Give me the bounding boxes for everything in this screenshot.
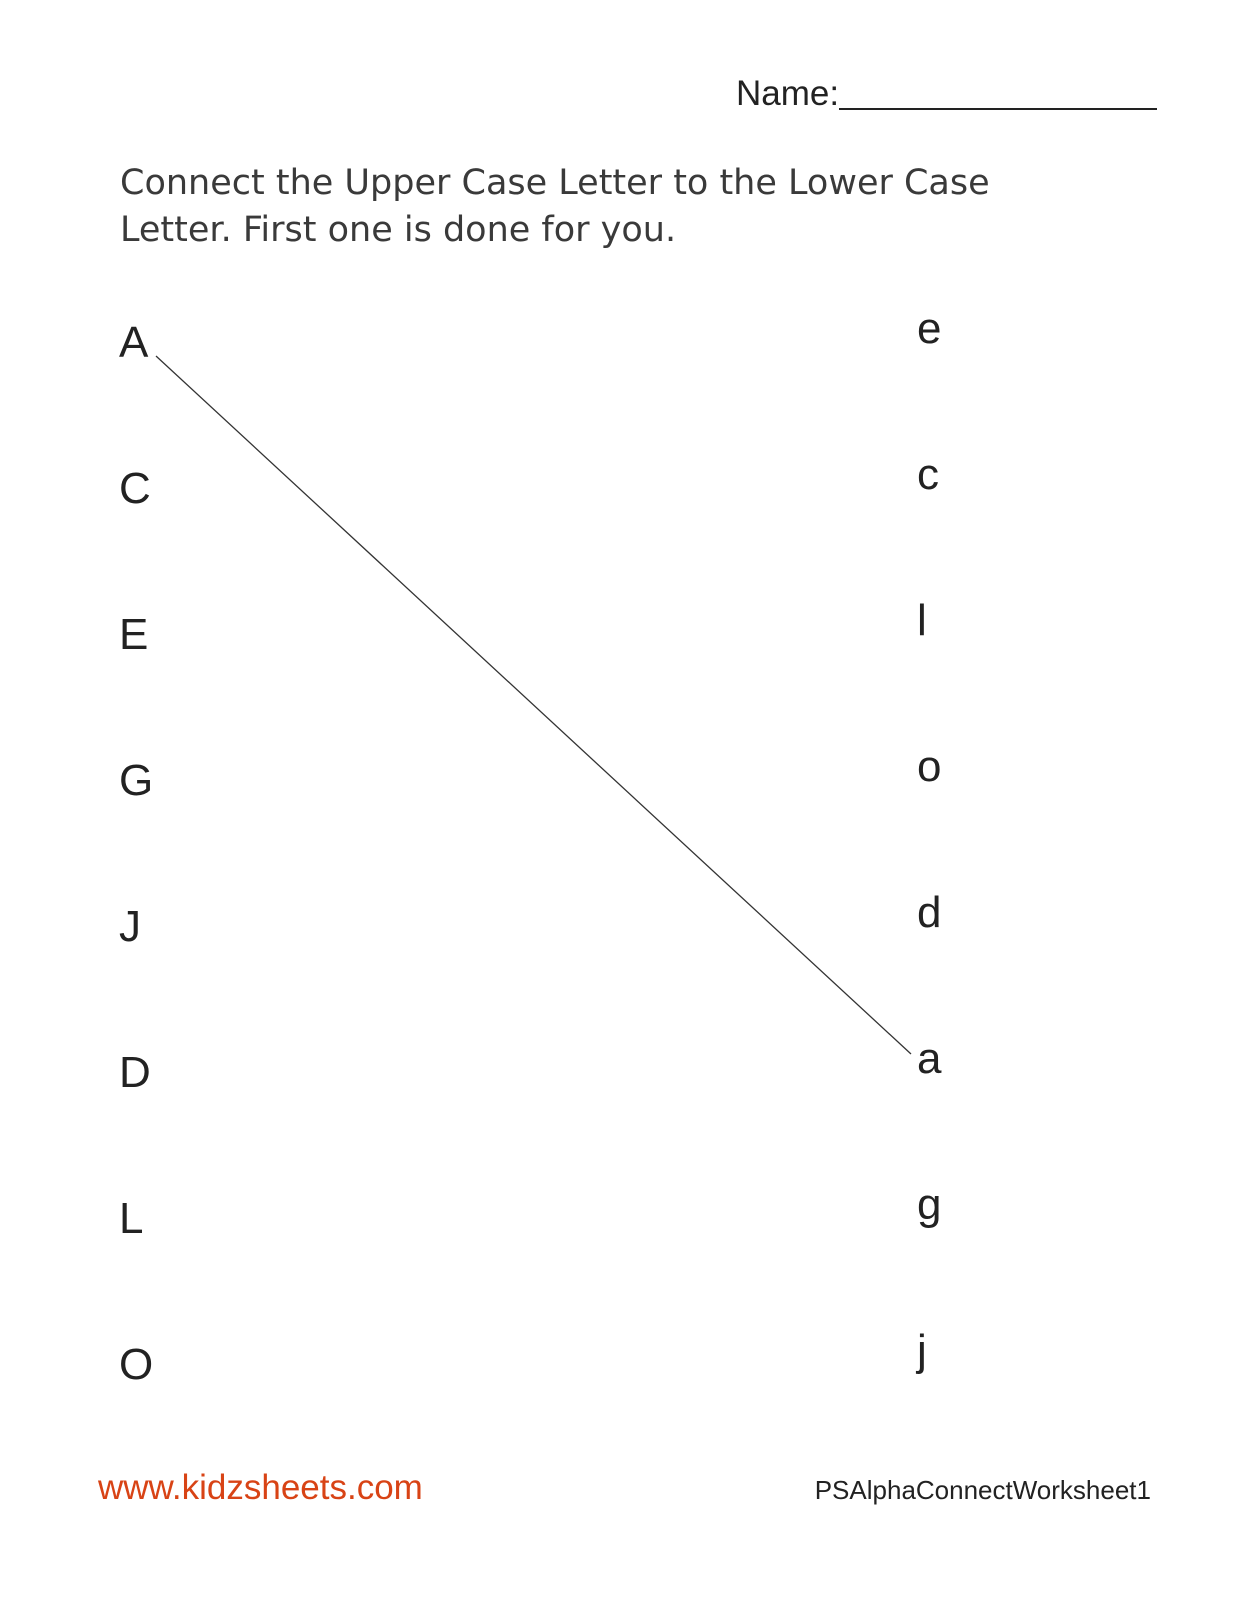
uppercase-letter[interactable]: C: [119, 464, 151, 513]
uppercase-letter[interactable]: A: [119, 318, 149, 367]
uppercase-letter[interactable]: E: [119, 610, 149, 659]
uppercase-letter[interactable]: D: [119, 1048, 151, 1097]
website-link[interactable]: www.kidzsheets.com: [98, 1468, 423, 1507]
name-label: Name:: [736, 74, 840, 113]
lowercase-letter[interactable]: d: [917, 888, 942, 937]
name-blank-line[interactable]: [839, 108, 1157, 110]
lowercase-letter[interactable]: j: [917, 1326, 927, 1375]
name-field: [736, 74, 1157, 114]
instructions: [120, 160, 1080, 254]
uppercase-letter[interactable]: G: [119, 756, 154, 805]
connector-line-a-to-a: [156, 356, 911, 1054]
lowercase-letter[interactable]: e: [917, 304, 942, 353]
lowercase-letter[interactable]: g: [917, 1180, 942, 1229]
lowercase-letter[interactable]: c: [917, 450, 939, 499]
instructions-line-1: Connect the Upper Case Letter to the Lower Case: [120, 163, 990, 203]
lowercase-letter[interactable]: l: [917, 596, 927, 645]
uppercase-letter[interactable]: O: [119, 1340, 154, 1389]
uppercase-letter[interactable]: L: [119, 1194, 144, 1243]
worksheet-id: PSAlphaConnectWorksheet1: [814, 1475, 1151, 1505]
lowercase-letter[interactable]: o: [917, 742, 942, 791]
uppercase-letter[interactable]: J: [119, 902, 141, 951]
lowercase-letter[interactable]: a: [917, 1034, 942, 1083]
instructions-line-2: Letter. First one is done for you.: [120, 210, 677, 250]
